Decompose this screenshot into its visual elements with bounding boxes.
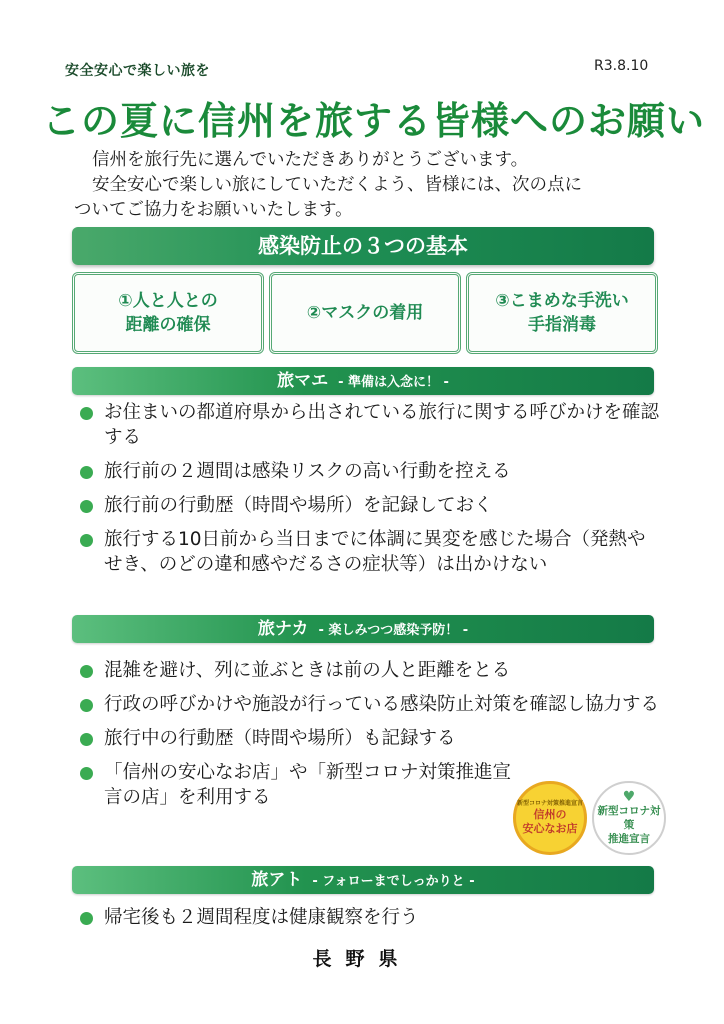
declaration-badge-label: 新型コロナ対策 推進宣言 [597, 805, 661, 845]
heart-icon: ♥ [622, 789, 636, 805]
declaration-badge [592, 781, 666, 855]
intro-line-1: 信州を旅行先に選んでいただきありがとうございます。 [92, 150, 529, 170]
bullet-icon [80, 534, 93, 547]
list-item-text: 行政の呼びかけや施設が行っている感染防止対策を確認し協力する [104, 694, 660, 715]
bullet-icon [80, 407, 93, 420]
section-subtitle: - 楽しみつつ感染予防！ - [318, 623, 469, 638]
basics-heading: 感染防止の３つの基本 [72, 227, 654, 265]
basic-item-mask-label: ②マスクの着用 [306, 303, 424, 323]
section-subtitle: - 準備は入念に！ - [338, 375, 449, 390]
page-title: この夏に信州を旅する皆様へのお願い [42, 99, 706, 143]
basic-item-mask [269, 272, 461, 354]
basic-item-handwash [466, 272, 658, 354]
list-item-text: 帰宅後も２週間程度は健康観察を行う [104, 907, 419, 928]
intro-line-3: ついてご協力をお願いいたします。 [74, 200, 353, 220]
safe-shop-badge-label: 信州の 安心なお店 [522, 808, 578, 835]
bullet-icon [80, 699, 93, 712]
section-name: 旅アト [251, 870, 303, 890]
section-before-trip-header [72, 367, 654, 395]
basic-item-distance-label: ①人と人との 距離の確保 [118, 291, 218, 335]
list-item [76, 905, 662, 930]
list-item [76, 658, 662, 683]
bullet-icon [80, 733, 93, 746]
list-item [76, 692, 662, 717]
list-item-text: 旅行中の行動歴（時間や場所）も記録する [104, 728, 456, 749]
bullet-icon [80, 665, 93, 678]
safe-shop-badge-ring-text: 新型コロナ対策推進宣言 [516, 800, 583, 807]
section-name: 旅ナカ [257, 619, 309, 639]
bullet-icon [80, 500, 93, 513]
list-item [76, 459, 662, 484]
section-after-trip-header [72, 866, 654, 894]
list-item [76, 527, 662, 577]
section-after-trip-list [76, 905, 662, 939]
intro-text [74, 148, 664, 223]
list-item [76, 726, 662, 751]
list-item-text: 旅行前の行動歴（時間や場所）を記録しておく [104, 495, 493, 516]
safe-shop-badge [513, 781, 587, 855]
list-item-text: お住まいの都道府県から出されている旅行に関する呼びかけを確認する [104, 402, 660, 448]
list-item-text: 旅行前の２週間は感染リスクの高い行動を控える [104, 461, 511, 482]
list-item-text: 旅行する10日前から当日までに体調に異変を感じた場合（発熱やせき、のどの違和感やだるさの症状等）は出かけない [104, 529, 646, 575]
list-item-text: 「信州の安心なお店」や「新型コロナ対策推進宣言の店」を利用する [104, 762, 512, 808]
section-during-trip-header [72, 615, 654, 643]
section-before-trip-list [76, 400, 662, 586]
list-item [76, 400, 662, 450]
list-item [76, 493, 662, 518]
section-subtitle: - フォローまでしっかりと - [312, 874, 475, 889]
list-item-text: 混雑を避け、列に並ぶときは前の人と距離をとる [104, 660, 511, 681]
subtitle: 安全安心で楽しい旅を [65, 63, 210, 79]
bullet-icon [80, 466, 93, 479]
issuer-name: 長野県 [312, 948, 412, 970]
list-item [76, 760, 524, 810]
bullet-icon [80, 912, 93, 925]
bullet-icon [80, 767, 93, 780]
issue-date: R3.8.10 [594, 58, 649, 74]
section-name: 旅マエ [277, 371, 329, 391]
intro-line-2: 安全安心で楽しい旅にしていただくよう、皆様には、次の点に [92, 175, 582, 195]
basic-item-handwash-label: ③こまめな手洗い 手指消毒 [495, 291, 629, 335]
basic-item-distance [72, 272, 264, 354]
